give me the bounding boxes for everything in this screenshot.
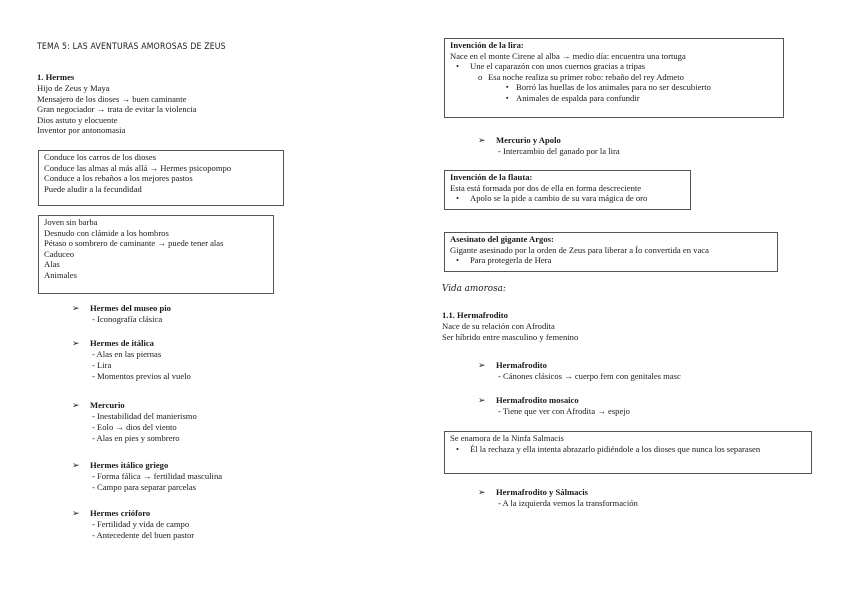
section-hermes-museo-pio <box>72 303 171 325</box>
section-heading: Hermes del museo pio <box>90 303 171 313</box>
section-heading: Hermafrodito y Sálmacis <box>496 487 588 497</box>
argos-box <box>444 232 778 272</box>
arrow-bullet-icon: ➢ <box>478 487 486 497</box>
arrow-bullet-icon: ➢ <box>72 460 80 470</box>
section-heading: Hermes crióforo <box>90 508 151 518</box>
text-line: Esta está formada por dos de ella en forma descreciente <box>450 182 642 193</box>
section-item: - Eolo → dios del viento <box>92 422 177 432</box>
text-line: Se enamora de la Ninfa Salmacis <box>450 433 564 443</box>
section-item: - Intercambio del ganado por la lira <box>498 146 620 156</box>
text-line: Conduce a los rebaños a los mejores pastos <box>44 173 193 184</box>
text-line: Nace de su relación con Afrodita <box>442 321 555 331</box>
bullet-item: • Él la rechaza y ella intenta abrazarlo pidiéndole a los dioses que nunca los separasen <box>450 444 806 455</box>
text-line: Animales <box>44 269 77 280</box>
bullet-item: • Une el caparazón con unos cuernos gracias a tripas <box>450 61 778 72</box>
section-hermes-italica <box>72 338 191 382</box>
text-line: Gigante asesinado por la orden de Zeus para liberar a Ío convertida en vaca <box>450 244 709 255</box>
text-line: Ser híbrido entre masculino y femenino <box>442 331 579 342</box>
section-item: - Forma fálica → fertilidad masculina <box>92 471 223 481</box>
section-heading: Mercurio <box>90 400 125 410</box>
text-line: Dios astuto y elocuente <box>37 114 118 125</box>
box-title: Asesinato del gigante Argos: <box>450 234 554 244</box>
page-title: TEMA 5: LAS AVENTURAS AMOROSAS DE ZEUS <box>37 42 226 52</box>
flauta-box <box>444 170 691 210</box>
section-item: - Alas en pies y sombrero <box>92 433 180 443</box>
arrow-bullet-icon: ➢ <box>72 400 80 410</box>
functions-box <box>38 150 284 206</box>
text-line: Gran negociador → trata de evitar la violencia <box>37 104 197 115</box>
section-hermes-italico-griego <box>72 460 222 493</box>
section-item: - Lira <box>92 360 112 370</box>
text-line: Pétaso o sombrero de caminante → puede tener alas <box>44 238 224 249</box>
section-mercurio <box>72 400 197 444</box>
section-heading: Hermafrodito mosaico <box>496 395 579 405</box>
sub-sub-bullet-item: ▪ Borró las huellas de los animales para no ser descubierto <box>450 82 778 93</box>
text-line: Conduce las almas al más allá → Hermes psicopompo <box>44 162 232 173</box>
text-line: Nace en el monte Cirene al alba → medio día: encuentra una tortuga <box>450 50 686 61</box>
bullet-item: • Apolo se la pide a cambio de su vara mágica de oro <box>450 193 685 204</box>
section-item: - Campo para separar parcelas <box>92 482 197 492</box>
section-item: - Iconografía clásica <box>92 314 163 324</box>
section-heading: Mercurio y Apolo <box>496 135 561 145</box>
hermafrodito-heading: 1.1. Hermafrodito <box>442 310 508 320</box>
section-item: - Fertilidad y vida de campo <box>92 519 190 529</box>
section-heading: Hermes itálico griego <box>90 460 169 470</box>
iconography-box <box>38 215 274 294</box>
box-title: Invención de la lira: <box>450 40 524 50</box>
section-heading: Hermes de itálica <box>90 338 154 348</box>
hermes-heading: 1. Hermes <box>37 72 75 82</box>
section-item: - Inestabilidad del manierismo <box>92 411 197 421</box>
arrow-bullet-icon: ➢ <box>72 338 80 348</box>
section-item: - Cánones clásicos → cuerpo fem con genitales masc <box>498 371 681 381</box>
sub-sub-bullet-item: ▪ Animales de espalda para confundir <box>450 93 778 104</box>
sub-bullet-item: o Esa noche realiza su primer robo: rebaño del rey Admeto <box>450 72 778 83</box>
box-title: Invención de la flauta: <box>450 172 533 182</box>
text-line: Mensajero de los dioses → buen caminante <box>37 93 187 104</box>
text-line: Inventor por antonomasia <box>37 125 126 136</box>
text-line: Puede aludir a la fecundidad <box>44 183 142 194</box>
hermes-description <box>37 83 197 136</box>
section-hermafrodito-mosaico <box>478 395 630 417</box>
bullet-item: • Para protegerla de Hera <box>450 255 772 266</box>
section-item: - Antecedente del buen pastor <box>92 530 195 540</box>
section-hermafrodito-salmacis <box>478 487 638 509</box>
section-item: - Alas en las piernas <box>92 349 162 359</box>
text-line: Hijo de Zeus y Maya <box>37 83 110 93</box>
lira-box <box>444 38 784 118</box>
section-heading: Hermafrodito <box>496 360 547 370</box>
text-line: Joven sin barba <box>44 217 98 227</box>
text-line: Alas <box>44 259 60 270</box>
vida-amorosa-heading: Vida amorosa: <box>442 284 506 294</box>
arrow-bullet-icon: ➢ <box>72 303 80 313</box>
section-hermes-crioforo <box>72 508 194 541</box>
section-item: - Tiene que ver con Afrodita → espejo <box>498 406 630 416</box>
arrow-bullet-icon: ➢ <box>478 135 486 145</box>
hermafrodito-description <box>442 321 578 342</box>
arrow-bullet-icon: ➢ <box>478 360 486 370</box>
arrow-bullet-icon: ➢ <box>72 508 80 518</box>
arrow-bullet-icon: ➢ <box>478 395 486 405</box>
text-line: Caduceo <box>44 248 75 259</box>
section-item: - Momentos previos al vuelo <box>92 371 191 381</box>
section-mercurio-apolo <box>478 135 620 157</box>
section-hermafrodito <box>478 360 681 382</box>
section-item: - A la izquierda vemos la transformación <box>498 498 638 508</box>
salmacis-box <box>444 431 812 474</box>
text-line: Conduce los carros de los dioses <box>44 152 156 162</box>
text-line: Desnudo con clámide a los hombros <box>44 227 169 238</box>
